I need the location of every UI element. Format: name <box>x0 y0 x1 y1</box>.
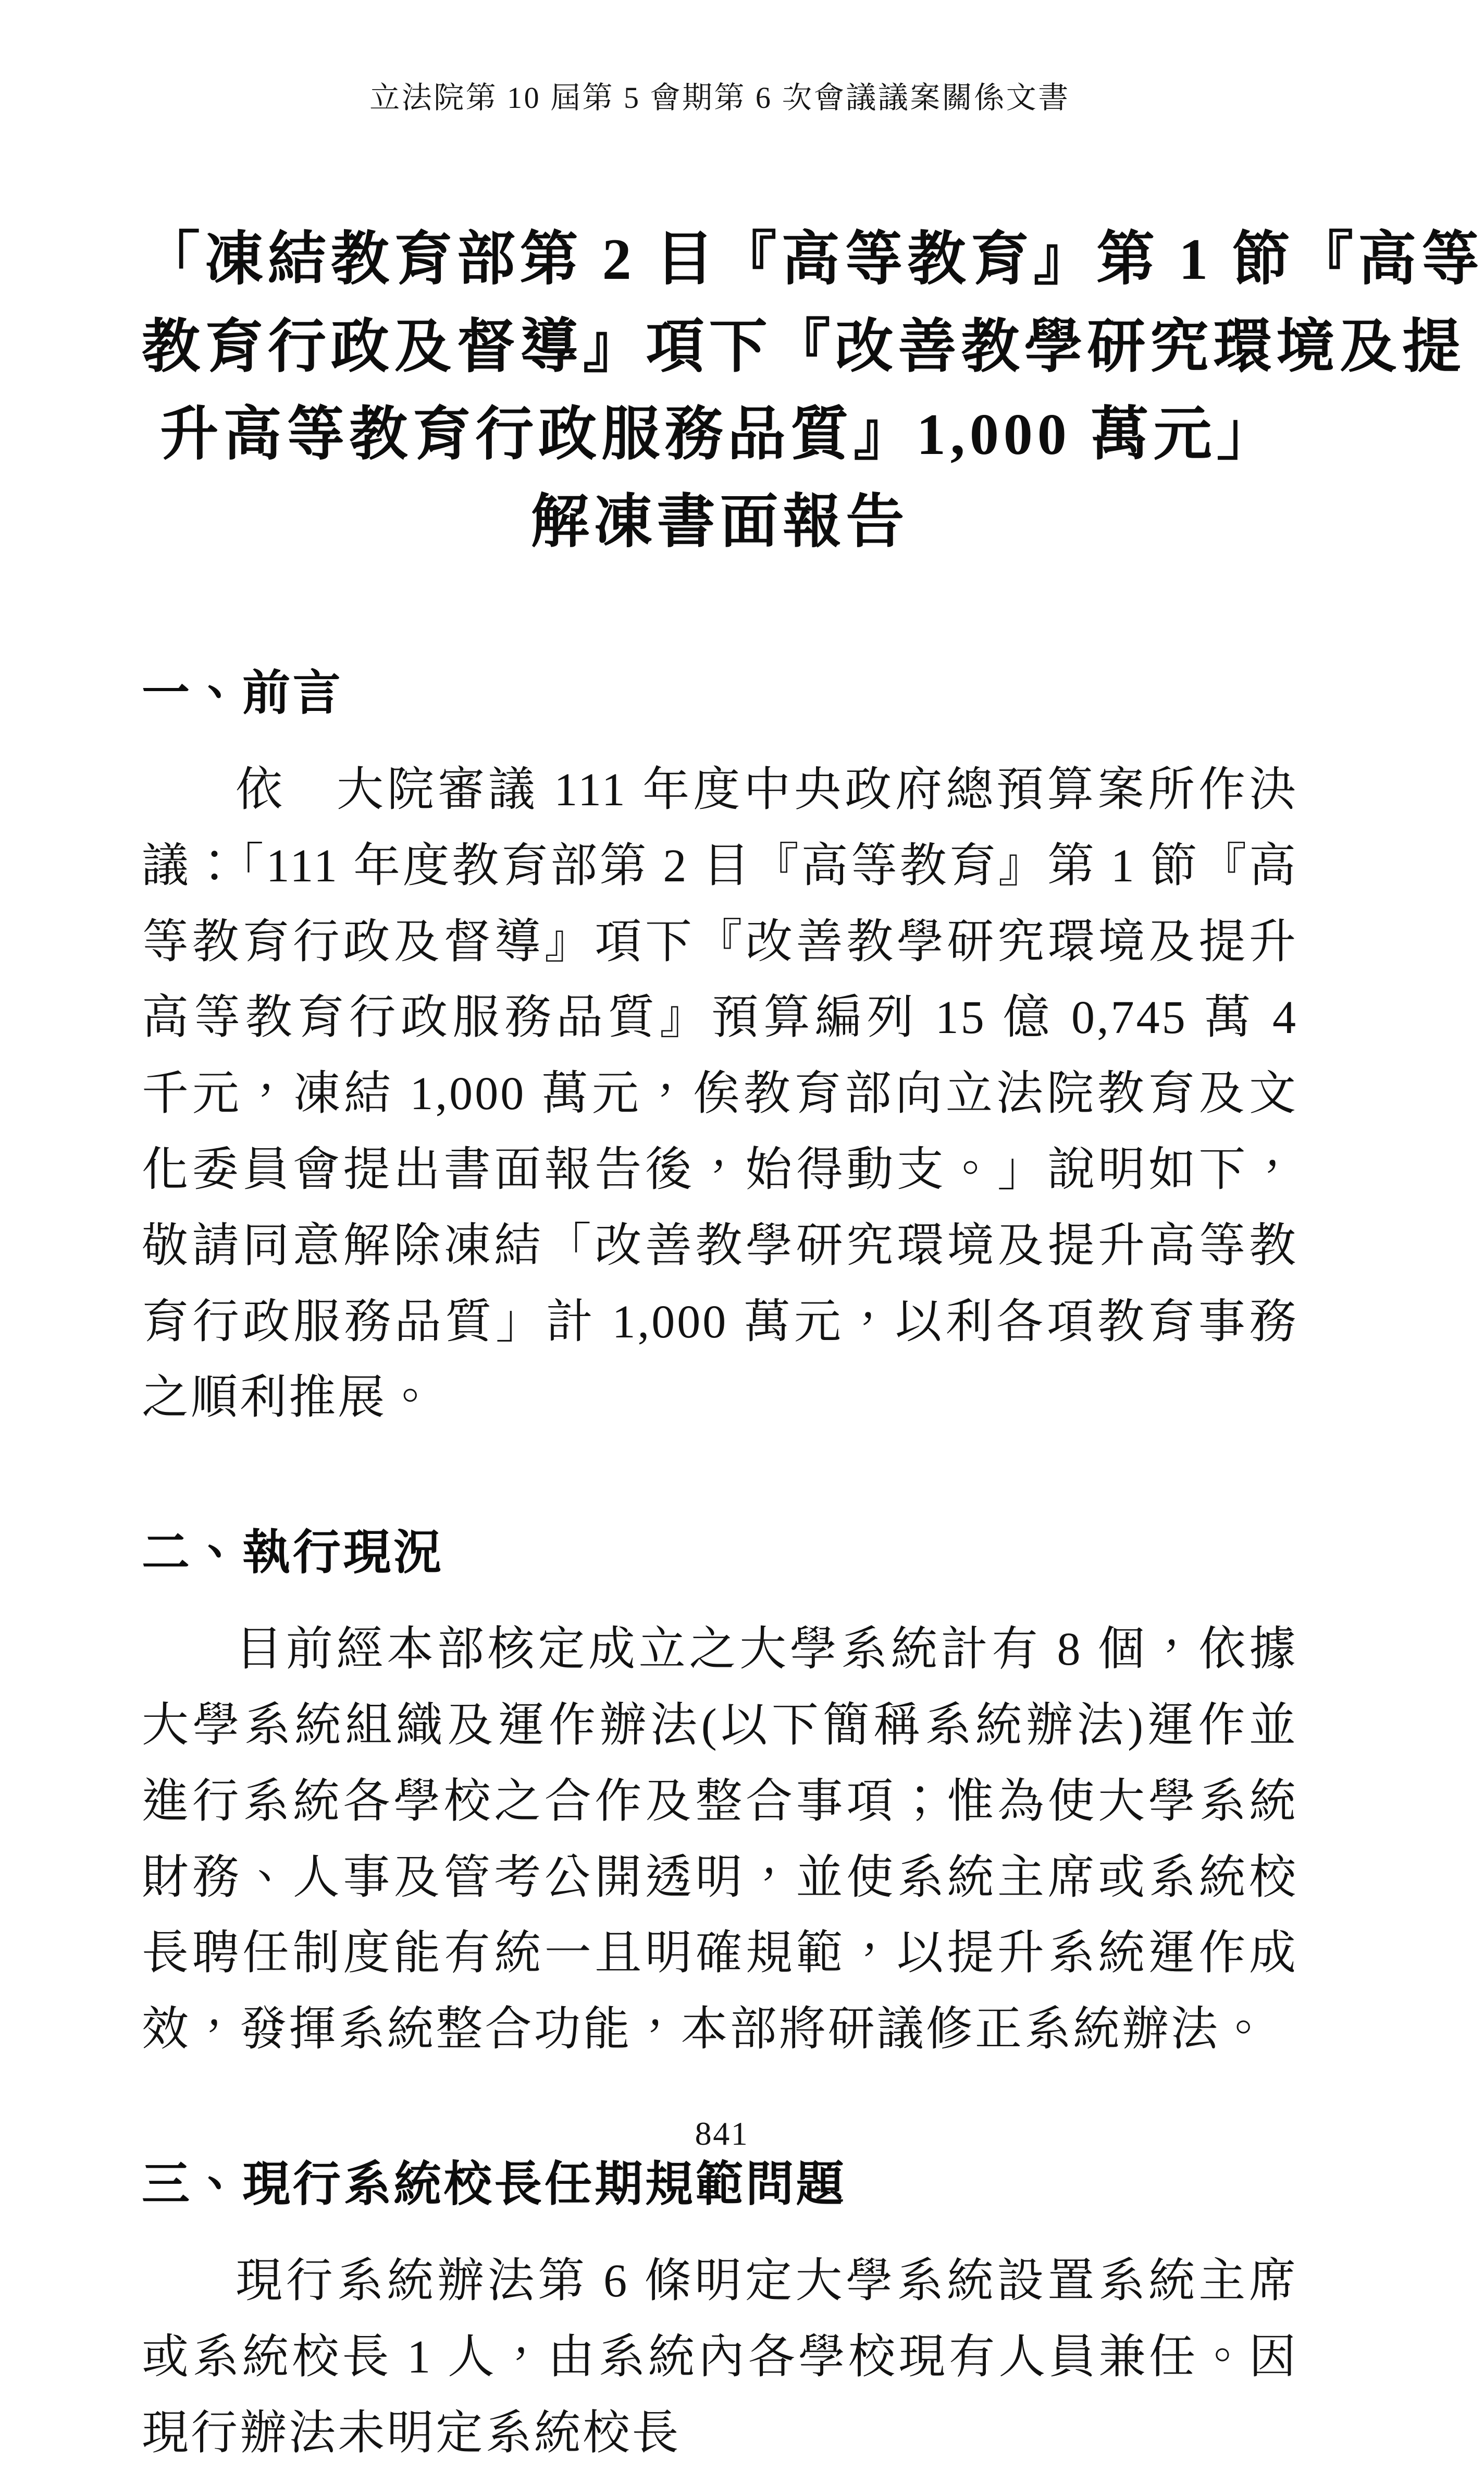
paragraph-president-term-issue: 現行系統辦法第 6 條明定大學系統設置系統主席或系統校長 1 人，由系統內各學校現有人員兼任。因現行辦法未明定系統校長 <box>142 2255 1298 2459</box>
section-preface <box>142 655 1298 1436</box>
title-line-2: 教育行政及督導』項下『改善教學研究環境及提 <box>142 315 1466 379</box>
section-heading-execution-status: 二、執行現況 <box>142 1526 444 1580</box>
section-heading-preface: 一、前言 <box>142 667 343 720</box>
paragraph-preface: 依 大院審議 111 年度中央政府總預算案所作決議：「111 年度教育部第 2 目『高等教育』第 1 節『高等教育行政及督導』項下『改善教學研究環境及提升高等教育行政服務品質』預算編列 15 億 0,745 萬 4 千元，凍結 1,000 萬元，俟教育部向立法院教育及文化委員會提出書面報告後，始得動支。」說明如下，敬請同意解除凍結「改善教學研究環境及提升高等教育行政服務品質」計 1,000 萬元，以利各項教育事務之順利推展。 <box>142 764 1298 1424</box>
document-title <box>142 216 1484 566</box>
title-line-1: 「凍結教育部第 2 目『高等教育』第 1 節『高等 <box>142 227 1484 292</box>
page-number: 841 <box>695 2115 749 2152</box>
paragraph-execution-status: 目前經本部核定成立之大學系統計有 8 個，依據大學系統組織及運作辦法(以下簡稱系統辦法)運作並進行系統各學校之合作及整合事項；惟為使大學系統財務、人事及管考公開透明，並使系統主席或系統校長聘任制度能有統一且明確規範，以提升系統運作成效，發揮系統整合功能，本部將研議修正系統辦法。 <box>142 1624 1298 2056</box>
section-execution-status <box>142 1514 1298 2068</box>
document-header: 立法院第 10 屆第 5 會期第 6 次會議議案關係文書 <box>369 81 1070 115</box>
title-line-4: 解凍書面報告 <box>530 490 909 555</box>
section-president-term-issue <box>142 2146 1298 2471</box>
document-body <box>142 655 1298 2471</box>
title-line-3: 升高等教育行政服務品質』1,000 萬元」 <box>160 402 1280 467</box>
section-heading-president-term-issue: 三、現行系統校長任期規範問題 <box>142 2157 847 2211</box>
